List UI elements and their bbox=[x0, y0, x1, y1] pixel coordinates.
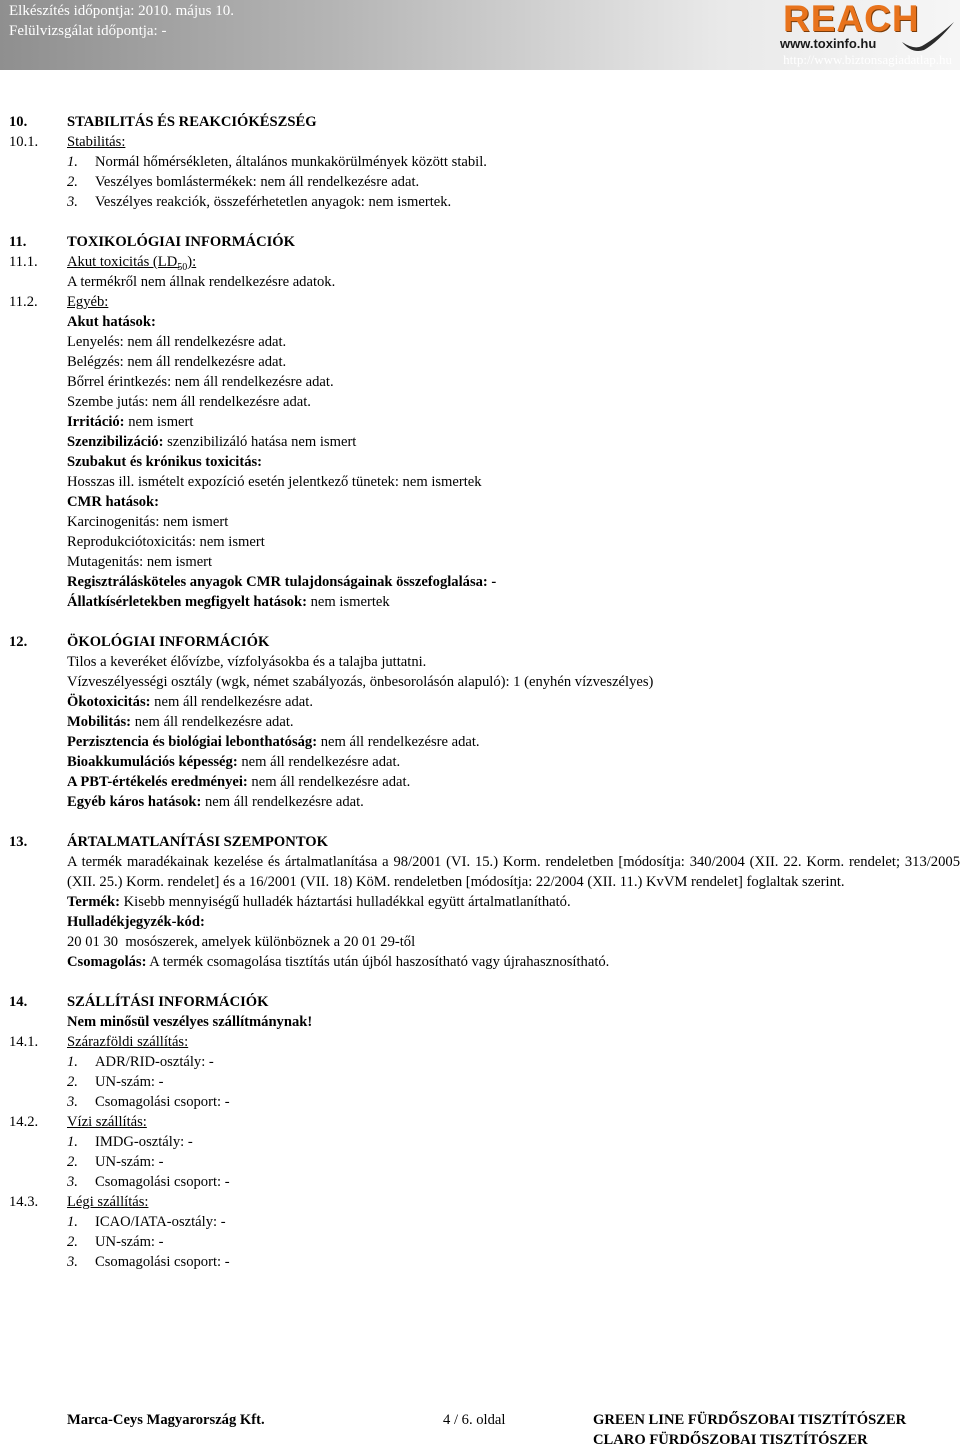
acute-effect-item: Szembe jutás: nem áll rendelkezésre adat. bbox=[67, 394, 311, 410]
transport-item: 1. ICAO/IATA-osztály: - bbox=[67, 1214, 226, 1230]
stability-item: 2. Veszélyes bomlástermékek: nem áll rendelkezésre adat. bbox=[67, 174, 420, 190]
waste-code-text: 20 01 30 mosószerek, amelyek különböznek a 20 01 29-től bbox=[67, 934, 416, 950]
header-url[interactable]: http://www.biztonsagiadatlap.hu bbox=[783, 52, 952, 67]
transport-item: 2. UN-szám: - bbox=[67, 1154, 164, 1170]
stability-item: 1. Normál hőmérsékleten, általános munkakörülmények között stabil. bbox=[67, 154, 487, 170]
subacute-heading: Szubakut és krónikus toxicitás: bbox=[67, 454, 263, 470]
acute-effect-item: Bőrrel érintkezés: nem áll rendelkezésre adat. bbox=[67, 374, 334, 390]
section-10-heading: 10. STABILITÁS ÉS REAKCIÓKÉSZSÉG bbox=[9, 114, 317, 130]
packaging-row: Csomagolás: A termék csomagolása tisztítás után újból haszosítható vagy újrahasznosítható. bbox=[67, 954, 610, 970]
eco-line-1: Tilos a keveréket élővízbe, vízfolyásokba és a talajba juttatni. bbox=[67, 654, 427, 670]
subacute-text: Hosszas ill. ismételt expozíció esetén jelentkező tünetek: nem ismertek bbox=[67, 474, 482, 490]
reach-logo: REACH bbox=[783, 0, 920, 39]
page-header bbox=[0, 0, 960, 70]
eco-property-row: Mobilitás: nem áll rendelkezésre adat. bbox=[67, 714, 294, 730]
transport-mode-heading: 14.2. Vízi szállítás: bbox=[9, 1114, 147, 1130]
animal-tests-row: Állatkísérletekben megfigyelt hatások: nem ismertek bbox=[67, 594, 390, 610]
product-name-1: GREEN LINE FÜRDŐSZOBAI TISZTÍTÓSZER bbox=[593, 1412, 907, 1428]
acute-effects-heading: Akut hatások: bbox=[67, 314, 156, 330]
waste-code-heading: Hulladékjegyzék-kód: bbox=[67, 914, 205, 930]
section-14-heading: 14. SZÁLLÍTÁSI INFORMÁCIÓK bbox=[9, 994, 269, 1010]
transport-item: 1. IMDG-osztály: - bbox=[67, 1134, 193, 1150]
transport-item: 2. UN-szám: - bbox=[67, 1234, 164, 1250]
eco-property-row: Ökotoxicitás: nem áll rendelkezésre adat. bbox=[67, 694, 313, 710]
section-13-heading: 13. ÁRTALMATLANÍTÁSI SZEMPONTOK bbox=[9, 834, 328, 850]
transport-item: 3. Csomagolási csoport: - bbox=[67, 1094, 230, 1110]
section-11-2: 11.2. Egyéb: bbox=[9, 294, 109, 310]
product-name-2: CLARO FÜRDŐSZOBAI TISZTÍTÓSZER bbox=[593, 1432, 868, 1448]
prepared-date: Elkészítés időpontja: 2010. május 10. bbox=[9, 3, 234, 19]
cmr-summary-row: Regisztrálásköteles anyagok CMR tulajdonságainak összefoglalása: - bbox=[67, 574, 497, 590]
document-body bbox=[0, 112, 960, 1272]
acute-toxicity-text: A termékről nem állnak rendelkezésre adatok. bbox=[67, 274, 336, 290]
eco-property-row: Egyéb káros hatások: nem áll rendelkezésre adat. bbox=[67, 794, 364, 810]
stability-item: 3. Veszélyes reakciók, összeférhetetlen anyagok: nem ismertek. bbox=[67, 194, 452, 210]
transport-item: 3. Csomagolási csoport: - bbox=[67, 1174, 230, 1190]
cmr-item: Mutagenitás: nem ismert bbox=[67, 554, 213, 570]
eco-line-2: Vízveszélyességi osztály (wgk, német szabályozás, önbesorolásón alapuló): 1 (enyhén vízveszélyes) bbox=[67, 674, 654, 690]
disposal-paragraph: A termék maradékainak kezelése és ártalmatlanítása a 98/2001 (VI. 15.) Korm. rendeletben [módosítja: 340/2004 (XII. 22. Korm. rendelet; 313/2005 (XII. 25.) Korm. rendelet] és a 16/2001 (VII. 18) KöM. rendeletben [módosítja: 22/2004 (XII. 11.) KvVM rendelet] foglaltak szerint. bbox=[67, 854, 960, 890]
transport-item: 3. Csomagolási csoport: - bbox=[67, 1254, 230, 1270]
section-12-heading: 12. ÖKOLÓGIAI INFORMÁCIÓK bbox=[9, 634, 270, 650]
eco-property-row: Perzisztencia és biológiai lebonthatóság: nem áll rendelkezésre adat. bbox=[67, 734, 480, 750]
transport-mode-heading: 14.3. Légi szállítás: bbox=[9, 1194, 149, 1210]
page-footer bbox=[0, 1410, 960, 1450]
irritation-row: Irritáció: nem ismert bbox=[67, 414, 194, 430]
logo-website: www.toxinfo.hu bbox=[780, 36, 877, 51]
section-11-heading: 11. TOXIKOLÓGIAI INFORMÁCIÓK bbox=[9, 234, 295, 250]
cmr-heading: CMR hatások: bbox=[67, 494, 160, 510]
transport-mode-heading: 14.1. Szárazföldi szállítás: bbox=[9, 1034, 189, 1050]
revision-date: Felülvizsgálat időpontja: - bbox=[9, 23, 167, 39]
transport-item: 1. ADR/RID-osztály: - bbox=[67, 1054, 214, 1070]
page-number: 4 / 6. oldal bbox=[443, 1412, 506, 1428]
section-10-1: 10.1. Stabilitás: bbox=[9, 134, 126, 150]
product-disposal-row: Termék: Kisebb mennyiségű hulladék háztartási hulladékkal együtt ártalmatlanítható. bbox=[67, 894, 571, 910]
company-name: Marca-Ceys Magyarország Kft. bbox=[67, 1412, 265, 1428]
checkmark-swoosh-icon bbox=[900, 20, 956, 52]
section-11-1: 11.1. Akut toxicitás $(LD_{50})$: bbox=[9, 254, 197, 273]
eco-property-row: Bioakkumulációs képesség: nem áll rendelkezésre adat. bbox=[67, 754, 401, 770]
cmr-item: Karcinogenitás: nem ismert bbox=[67, 514, 229, 530]
cmr-item: Reprodukciótoxicitás: nem ismert bbox=[67, 534, 265, 550]
sensitization-row: Szenzibilizáció: szenzibilizáló hatása nem ismert bbox=[67, 434, 357, 450]
acute-effect-item: Lenyelés: nem áll rendelkezésre adat. bbox=[67, 334, 287, 350]
acute-effect-item: Belégzés: nem áll rendelkezésre adat. bbox=[67, 354, 287, 370]
transport-note: Nem minősül veszélyes szállítmánynak! bbox=[67, 1014, 313, 1030]
eco-property-row: A PBT-értékelés eredményei: nem áll rendelkezésre adat. bbox=[67, 774, 411, 790]
transport-item: 2. UN-szám: - bbox=[67, 1074, 164, 1090]
